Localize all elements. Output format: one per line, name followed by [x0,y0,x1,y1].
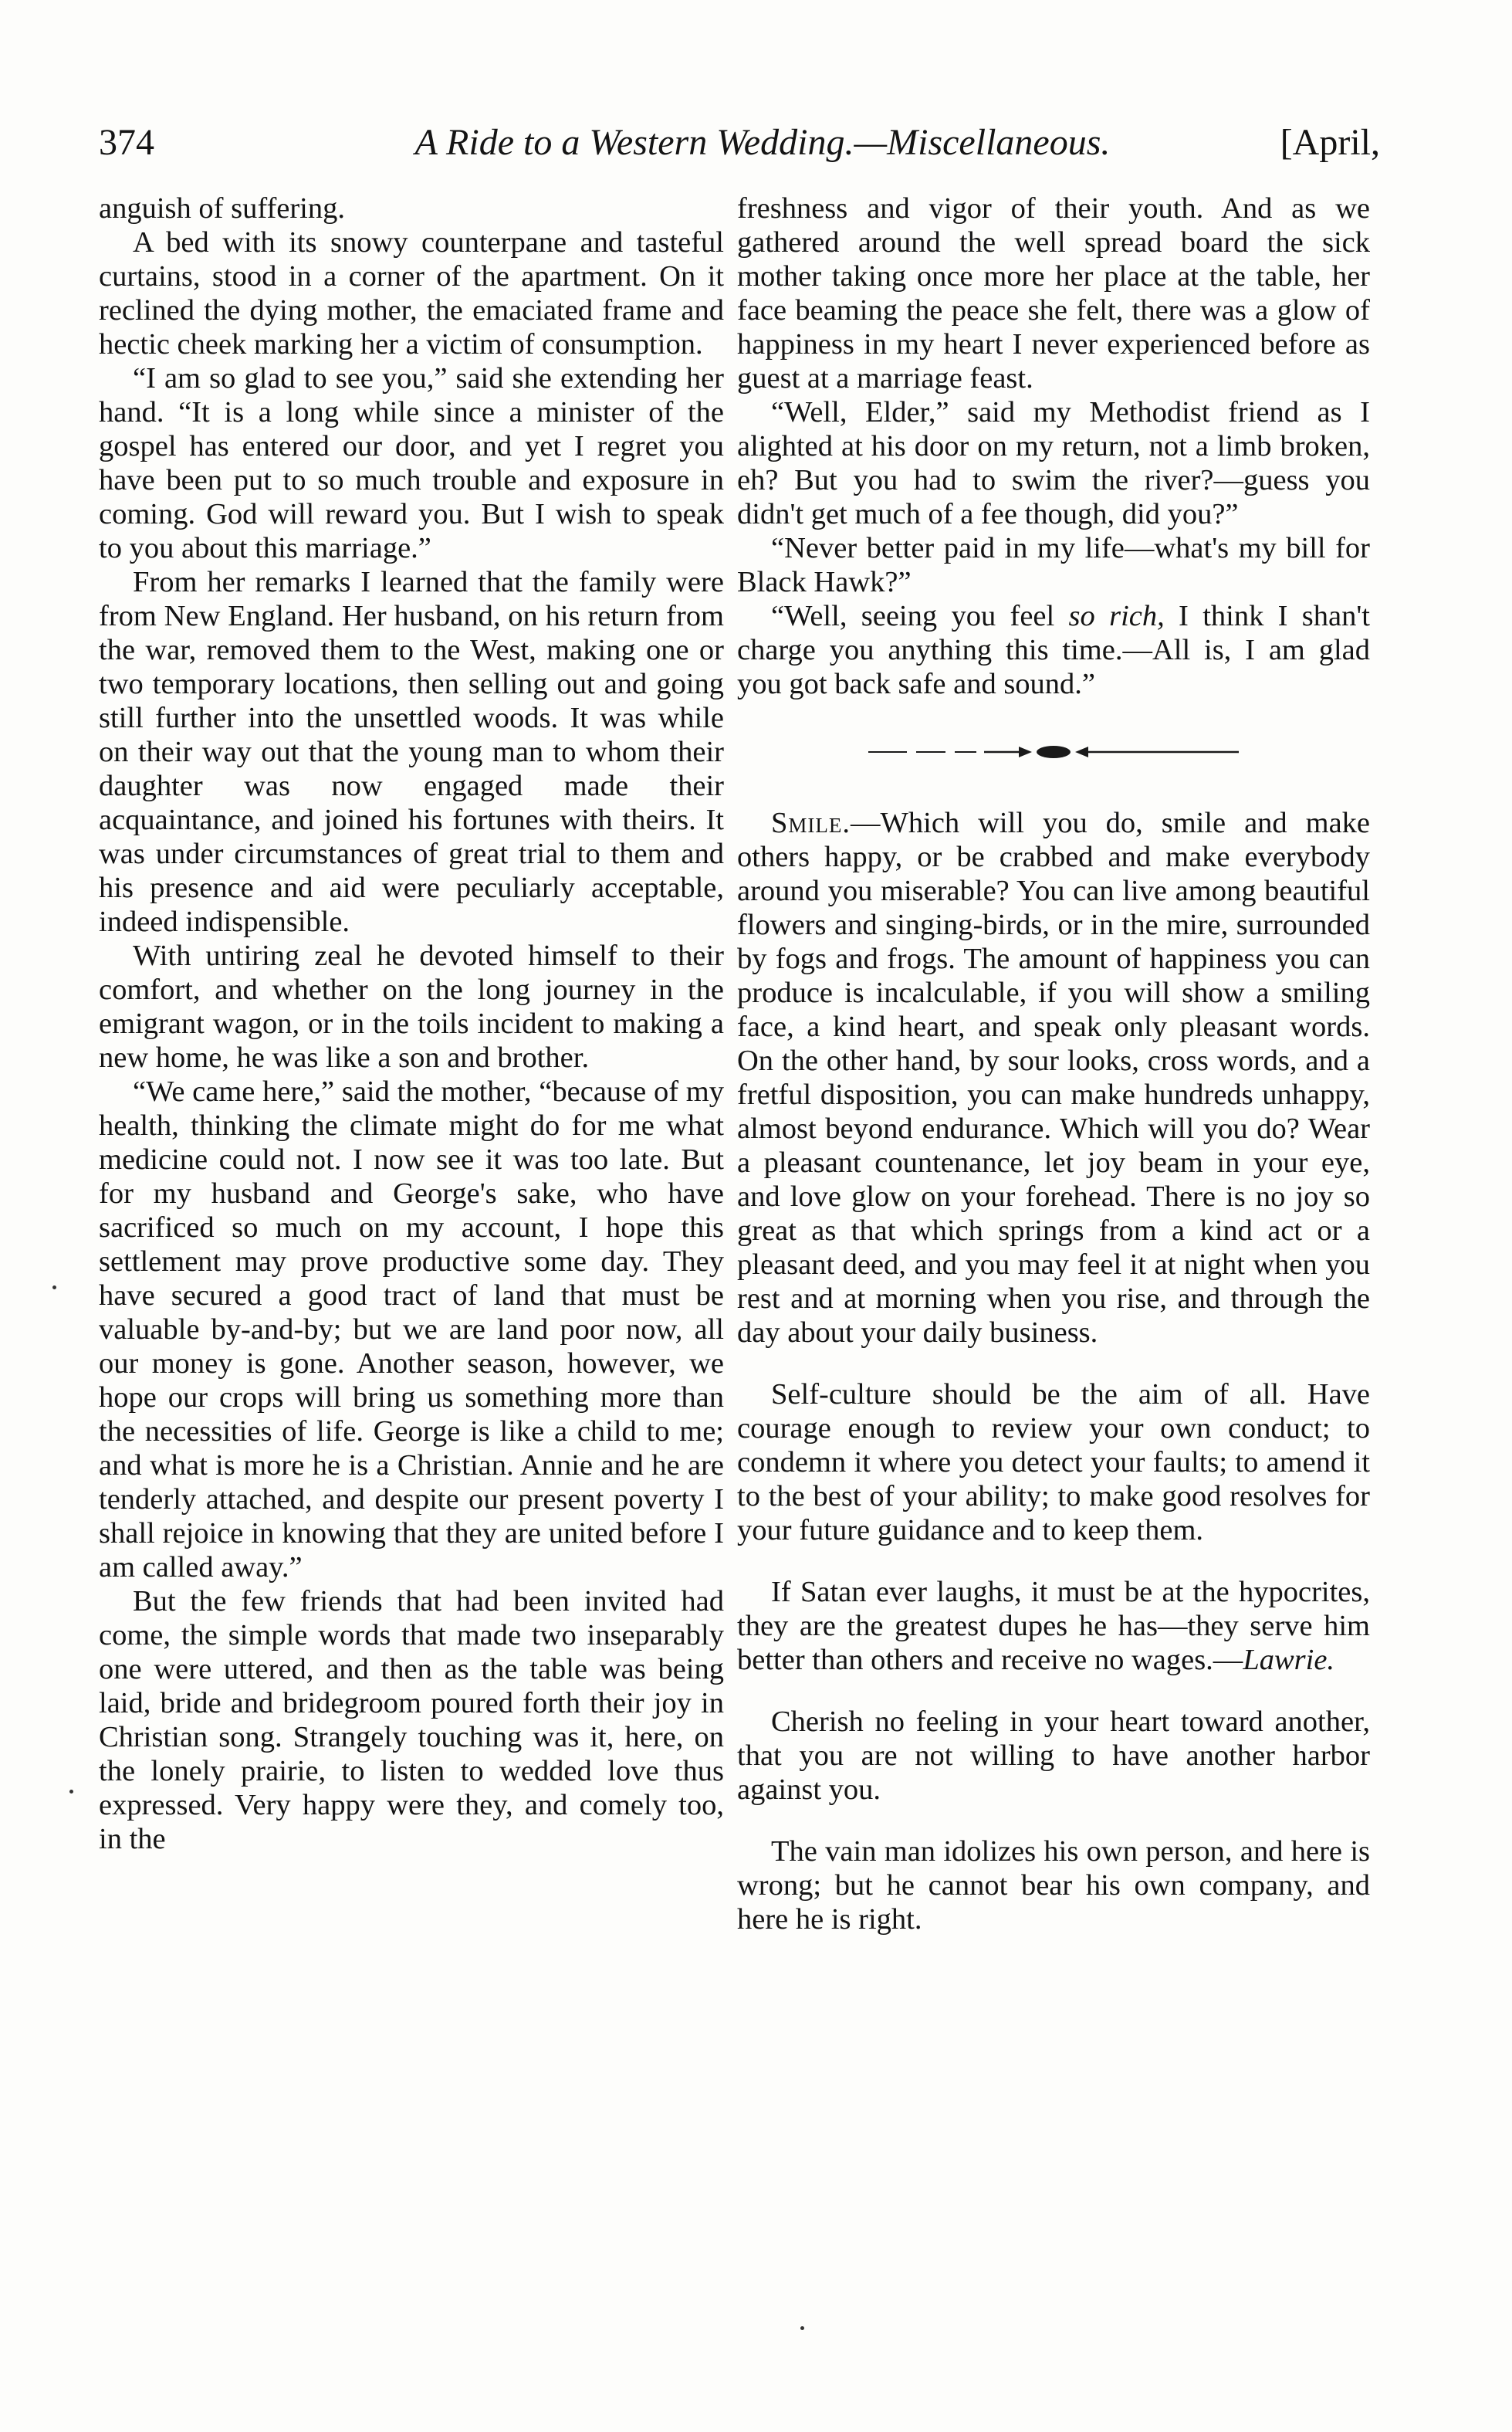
paragraph: freshness and vigor of their youth. And as we gathered around the well spread board the sick mother taking once more her place at the table, her face beaming the peace she felt, there was a glow of happiness in my heart I never experienced before as guest at a marriage feast. [737,192,1370,395]
paragraph: “We came here,” said the mother, “because of my health, thinking the climate might do for me what medicine could not. I now see it was too late. But for my husband and George's sake, who have sacrificed so much on my account, I hope this settlement may prove productive some day. They have secured a good tract of land that must be valuable by-and-by; but we are land poor now, all our money is gone. Another season, however, we hope our crops will bring us something more than the necessities of life. George is like a child to me; and what is more he is a Christian. Annie and he are tenderly attached, and despite our present poverty I shall rejoice in knowing that they are united before I am called away.” [99,1075,724,1584]
issue-month: [April, [1280,122,1380,163]
last-reply-before: “Well, seeing you feel [771,600,1069,632]
page-number: 374 [99,122,154,163]
satan-paragraph [737,1575,1370,1677]
left-column [99,191,724,1856]
section-divider [737,721,1370,783]
print-speck [52,1285,56,1289]
last-reply-paragraph [737,599,1370,701]
print-speck [69,1790,73,1794]
paragraph: But the few friends that had been invited had come, the simple words that made two inseparably one were uttered, and then as the table was being laid, bride and bridegroom poured forth their joy in Christian song. Strangely touching was it, here, on the lonely prairie, to listen to wedded love thus expressed. Very happy were they, and comely too, in the [99,1585,724,1855]
paragraph: A bed with its snowy counterpane and tasteful curtains, stood in a corner of the apartment. On it reclined the dying mother, the emaciated frame and hectic cheek marking her a victim of consumption. [99,226,724,361]
vain-man-paragraph: The vain man idolizes his own person, and here is wrong; but he cannot bear his own company, and here he is right. [737,1835,1370,1936]
page-header [99,116,1380,170]
print-speck [800,2326,804,2330]
paragraph: anguish of suffering. [99,192,345,225]
smile-text: —Which will you do, smile and make others happy, or be crabbed and make everybody around you miserable? You can live among beautiful flowers and singing-birds, or in the mire, surrounded by fogs and frogs. The amount of happiness you can produce is incalculable, if you will show a smiling face, a kind heart, and speak only pleasant words. On the other hand, by sour looks, cross words, and a fretful disposition, you can make hundreds unhappy, almost beyond endurance. Which will you do? Wear a pleasant countenance, let joy beam in your eye, and love glow on your forehead. There is no joy so great as that which springs from a kind act or a pleasant deed, and you may feel it at night when you rest and at morning when you rise, and through the day about your daily business. [737,807,1370,1349]
last-reply-after: I think I shan't charge you anything this time.—All is, I am glad you got back safe and sound.” [737,600,1371,700]
running-title: A Ride to a Western Wedding.—Miscellaneous. [414,122,1111,163]
paragraph: “I am so glad to see you,” said she extending her hand. “It is a long while since a minister of the gospel has entered our door, and yet I regret you have been put to so much trouble and exposure in coming. God will reward you. But I wish to speak to you about this marriage.” [99,362,724,564]
paragraph: “Well, Elder,” said my Methodist friend as I alighted at his door on my return, not a limb broken, eh? But you had to swim the river?—guess you didn't get much of a fee though, did you?” [737,396,1370,530]
satan-text: If Satan ever laughs, it must be at the hypocrites, they are the greatest dupes he has—they serve him better than others and receive no wages.— [737,1576,1370,1676]
paragraph: With untiring zeal he devoted himself to their comfort, and whether on the long journey in the emigrant wagon, or in the toils incident to making a new home, he was like a son and brother. [99,940,724,1074]
right-column [737,191,1370,1936]
cherish-paragraph: Cherish no feeling in your heart toward another, that you are not willing to have another harbor against you. [737,1705,1370,1806]
smile-paragraph [737,806,1370,1350]
self-culture-paragraph: Self-culture should be the aim of all. Have courage enough to review your own conduct; to condemn it where you detect your faults; to amend it to the best of your ability; to make good resolves for your future guidance and to keep them. [737,1378,1370,1546]
satan-attribution: Lawrie. [1243,1644,1335,1676]
divider-ornament-icon [861,743,1246,761]
paragraph: From her remarks I learned that the family were from New England. Her husband, on his return from the war, removed them to the West, making one or two temporary locations, then selling out and going still further into the unsettled woods. It was while on their way out that the young man to whom their daughter was now engaged made their acquaintance, and joined his fortunes with theirs. It was under circumstances of great trial to them and his presence and aid were peculiarly acceptable, indeed indispensible. [99,566,724,938]
smile-heading: Smile. [771,807,851,839]
paragraph: “Never better paid in my life—what's my bill for Black Hawk?” [737,532,1370,598]
last-reply-emphasis: so rich, [1068,600,1165,632]
